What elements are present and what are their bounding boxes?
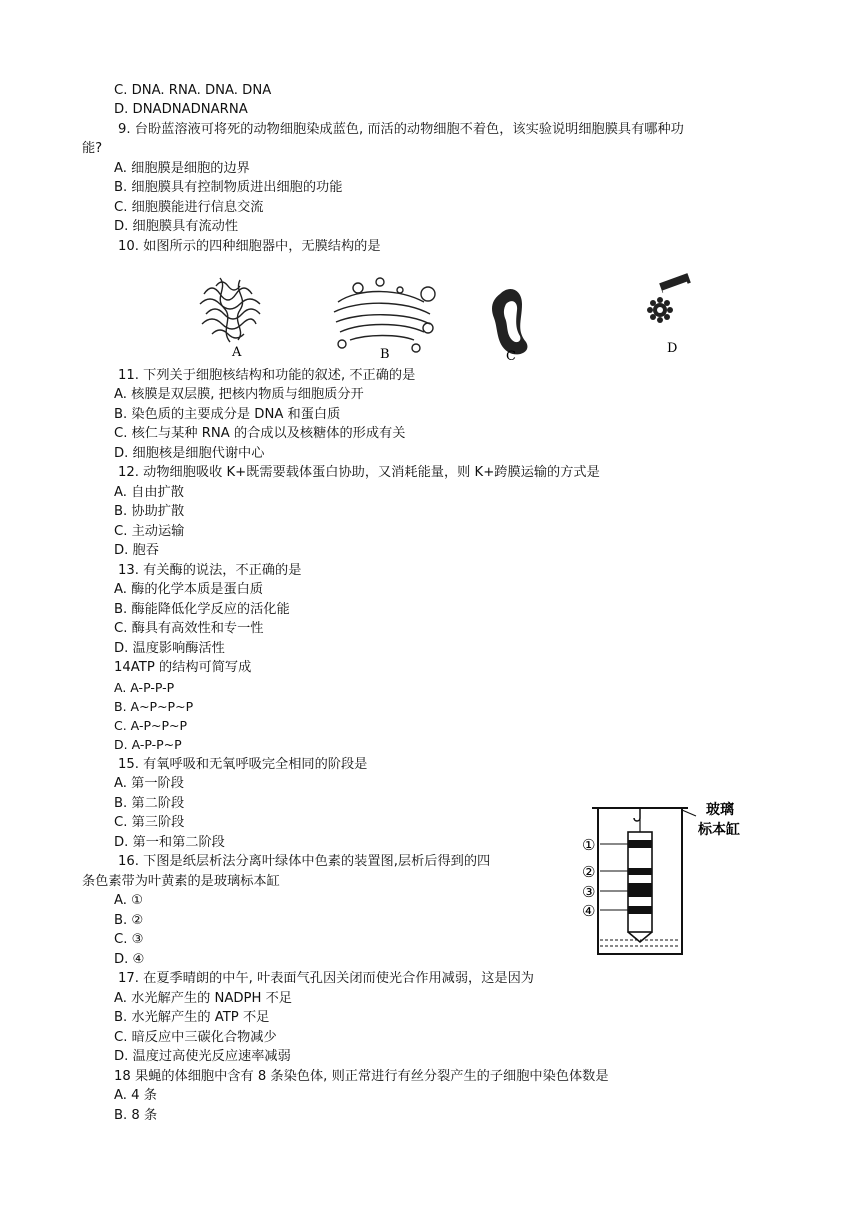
option-c-q16: C. ③ bbox=[114, 932, 144, 947]
question-13-text: 13. 有关酶的说法，不正确的是 bbox=[118, 563, 302, 578]
option-b-q17: B. 水光解产生的 ATP 不足 bbox=[114, 1010, 270, 1025]
band-4 bbox=[628, 906, 652, 914]
organelle-label-a: A bbox=[232, 345, 242, 360]
chromatography-figure-svg bbox=[578, 796, 758, 960]
organelle-a-er bbox=[200, 278, 260, 342]
question-18-text: 18 果蝇的体细胞中含有 8 条染色体, 则正常进行有丝分裂产生的子细胞中染色体数是 bbox=[114, 1069, 609, 1084]
option-a-q12: A. 自由扩散 bbox=[114, 485, 184, 500]
option-d-q15: D. 第一和第二阶段 bbox=[114, 835, 225, 850]
option-a-q18: A. 4 条 bbox=[114, 1088, 157, 1103]
option-d-q12: D. 胞吞 bbox=[114, 543, 159, 558]
question-9-text-cont: 能? bbox=[82, 141, 103, 156]
question-16-text-cont: 条色素带为叶黄素的是玻璃标本缸 bbox=[82, 874, 280, 889]
question-12-text: 12. 动物细胞吸收 K+既需要载体蛋白协助，又消耗能量，则 K+跨膜运输的方式是 bbox=[118, 465, 600, 480]
organelle-label-c: C bbox=[506, 349, 516, 364]
option-a-q13: A. 酶的化学本质是蛋白质 bbox=[114, 582, 264, 597]
tank-label-line2: 标本缸 bbox=[698, 822, 740, 838]
question-15-text: 15. 有氧呼吸和无氧呼吸完全相同的阶段是 bbox=[118, 757, 368, 772]
option-c-q14: C. A-P~P~P bbox=[114, 718, 188, 733]
option-d-q14: D. A-P-P~P bbox=[114, 737, 182, 752]
question-9-text: 9. 台盼蓝溶液可将死的动物细胞染成蓝色, 而活的动物细胞不着色，该实验说明细胞膜具有哪种功 bbox=[118, 122, 684, 137]
option-d-q9: D. 细胞膜具有流动性 bbox=[114, 219, 239, 234]
option-a-q17: A. 水光解产生的 NADPH 不足 bbox=[114, 991, 292, 1006]
option-d-q16: D. ④ bbox=[114, 952, 145, 967]
organelle-b-golgi bbox=[334, 278, 435, 352]
option-a-q16: A. ① bbox=[114, 893, 143, 908]
option-b-q9: B. 细胞膜具有控制物质进出细胞的功能 bbox=[114, 180, 343, 195]
option-a-q15: A. 第一阶段 bbox=[114, 776, 184, 791]
question-10-text: 10. 如图所示的四种细胞器中，无膜结构的是 bbox=[118, 239, 381, 254]
question-16-text: 16. 下图是纸层析法分离叶绿体中色素的装置图,层析后得到的四 bbox=[118, 854, 491, 869]
option-b-q14: B. A~P~P~P bbox=[114, 699, 194, 714]
option-d-q11: D. 细胞核是细胞代谢中心 bbox=[114, 446, 265, 461]
option-d-q8: D. DNADNADNARNA bbox=[114, 102, 248, 117]
band-1 bbox=[628, 840, 652, 848]
band-label-1: ① bbox=[582, 836, 596, 854]
option-c-q11: C. 核仁与某种 RNA 的合成以及核糖体的形成有关 bbox=[114, 426, 406, 441]
organelle-figure-svg bbox=[190, 264, 710, 364]
option-b-q11: B. 染色质的主要成分是 DNA 和蛋白质 bbox=[114, 407, 341, 422]
option-a-q14: A. A-P-P-P bbox=[114, 680, 175, 695]
band-label-4: ④ bbox=[582, 902, 596, 920]
option-b-q13: B. 酶能降低化学反应的活化能 bbox=[114, 602, 290, 617]
option-c-q17: C. 暗反应中三碳化合物减少 bbox=[114, 1030, 277, 1045]
option-b-q15: B. 第二阶段 bbox=[114, 796, 185, 811]
option-d-q13: D. 温度影响酶活性 bbox=[114, 641, 225, 656]
question-14-text: 14ATP 的结构可简写成 bbox=[114, 660, 252, 675]
option-c-q12: C. 主动运输 bbox=[114, 524, 185, 539]
option-a-q9: A. 细胞膜是细胞的边界 bbox=[114, 161, 250, 176]
option-a-q11: A. 核膜是双层膜, 把核内物质与细胞质分开 bbox=[114, 387, 364, 402]
option-c-q9: C. 细胞膜能进行信息交流 bbox=[114, 200, 264, 215]
question-11-text: 11. 下列关于细胞核结构和功能的叙述, 不正确的是 bbox=[118, 368, 416, 383]
band-2 bbox=[628, 868, 652, 875]
question-17-text: 17. 在夏季晴朗的中午, 叶表面气孔因关闭而使光合作用减弱，这是因为 bbox=[118, 971, 534, 986]
option-c-q15: C. 第三阶段 bbox=[114, 815, 185, 830]
option-b-q16: B. ② bbox=[114, 913, 144, 928]
option-b-q18: B. 8 条 bbox=[114, 1108, 158, 1123]
option-d-q17: D. 温度过高使光反应速率减弱 bbox=[114, 1049, 291, 1064]
option-b-q12: B. 协助扩散 bbox=[114, 504, 185, 519]
chromatography-figure bbox=[578, 796, 758, 960]
band-label-2: ② bbox=[582, 863, 596, 881]
organelle-label-b: B bbox=[380, 347, 390, 362]
organelle-label-d: D bbox=[667, 341, 678, 356]
hook bbox=[634, 808, 640, 821]
organelle-d-centriole bbox=[647, 273, 691, 323]
band-3 bbox=[628, 883, 652, 897]
organelle-c bbox=[492, 289, 527, 354]
band-label-3: ③ bbox=[582, 883, 596, 901]
organelle-figure bbox=[190, 264, 710, 364]
option-c-q13: C. 酶具有高效性和专一性 bbox=[114, 621, 264, 636]
option-c-q8: C. DNA. RNA. DNA. DNA bbox=[114, 83, 272, 98]
tank-label-line1: 玻璃 bbox=[706, 802, 734, 818]
